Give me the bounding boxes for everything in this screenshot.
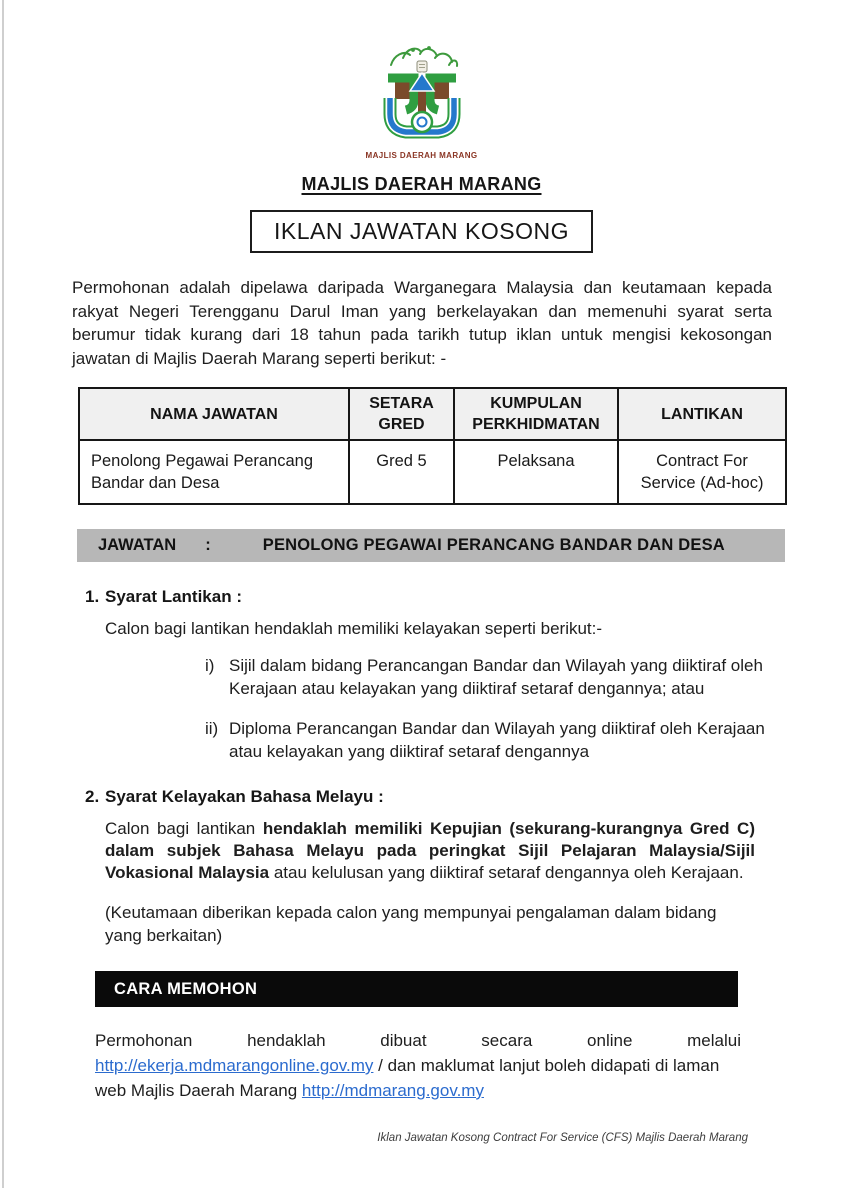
header-cell-setara-gred: SETARA GRED (349, 388, 454, 440)
header-cell-nama-jawatan: NAMA JAWATAN (79, 388, 349, 440)
apply-line2-text: / dan maklumat lanjut boleh didapati di laman (373, 1056, 720, 1075)
list-item-text: Diploma Perancangan Bandar dan Wilayah yang diiktiraf oleh Kerajaan atau kelayakan yang diiktiraf setaraf dengannya (229, 719, 765, 761)
cell-lantikan: Contract For Service (Ad-hoc) (618, 440, 786, 504)
section2-body-start: Calon bagi lantikan (105, 819, 263, 838)
section2-body-bold: hendaklah memiliki Kepujian (sekurang-kurangnya Gred C) dalam subjek Bahasa Melayu pada peringkat Sijil Pelajaran Malaysia/Sijil Vokasional Malaysia (105, 819, 755, 882)
section1-heading (85, 587, 771, 607)
section1-lead: Calon bagi lantikan hendaklah memiliki kelayakan seperti berikut:- (105, 619, 603, 638)
apply-line3 (95, 1078, 755, 1103)
org-logo (72, 44, 771, 161)
position-bar-colon: : (205, 536, 211, 554)
list-item-text: Sijil dalam bidang Perancangan Bandar dan Wilayah yang diiktiraf oleh Kerajaan atau kelayakan yang diiktiraf setaraf dengannya; atau (229, 656, 763, 698)
vacancy-table (78, 387, 787, 505)
list-item (205, 654, 789, 700)
mdmarang-link[interactable]: http://mdmarang.gov.my (301, 1081, 484, 1100)
section2-body-end: atau kelulusan yang diiktiraf setaraf dengannya oleh Kerajaan. (269, 863, 744, 882)
footer-note: Iklan Jawatan Kosong Contract For Service (CFS) Majlis Daerah Marang (377, 1132, 748, 1144)
table-row (79, 440, 786, 504)
doc-title-row (72, 210, 771, 253)
header-cell-kumpulan-perkhidmatan: KUMPULAN PERKHIDMATAN (454, 388, 618, 440)
cell-setara-gred: Gred 5 (349, 440, 454, 504)
ekerja-link[interactable]: http://ekerja.mdmarangonline.gov.my (95, 1056, 374, 1075)
section2-heading (85, 787, 771, 807)
org-title: MAJLIS DAERAH MARANG (301, 174, 542, 194)
section2-body (105, 818, 755, 884)
cell-kumpulan-perkhidmatan: Pelaksana (454, 440, 618, 504)
list-item-marker: i) (205, 656, 215, 675)
apply-line3-text: web Majlis Daerah Marang (95, 1081, 302, 1100)
scan-edge-artifact (2, 0, 4, 1188)
position-title-bar (77, 529, 785, 562)
logo-emblem-icon (388, 73, 456, 132)
section1-number: 1. (85, 587, 100, 606)
apply-line1: Permohonan hendaklah dibuat secara online melalui (95, 1031, 741, 1050)
list-item (205, 717, 789, 763)
org-logo-graphic (363, 44, 481, 150)
apply-line2 (95, 1053, 755, 1078)
section1-title: Syarat Lantikan : (105, 587, 242, 606)
intro-paragraph: Permohonan adalah dipelawa daripada Warganegara Malaysia dan keutamaan kepada rakyat Negeri Terengganu Darul Iman yang berkelayakan dan memenuhi syarat serta berumur tidak kurang dari 18 tahun pada tarikh tutup iklan untuk mengisi kekosongan jawatan di Majlis Daerah Marang seperti berikut: - (72, 278, 772, 368)
how-to-apply-paragraph (95, 1028, 755, 1103)
doc-title: IKLAN JAWATAN KOSONG (250, 210, 593, 253)
list-item-marker: ii) (205, 719, 219, 738)
section2-note: (Keutamaan diberikan kepada calon yang mempunyai pengalaman dalam bidang yang berkaitan) (105, 903, 717, 945)
section2-number: 2. (85, 787, 100, 806)
position-bar-label: JAWATAN (98, 536, 177, 554)
vacancy-table-header-row (79, 388, 786, 440)
header-cell-lantikan: LANTIKAN (618, 388, 786, 440)
how-to-apply-bar (95, 971, 738, 1007)
section2-title: Syarat Kelayakan Bahasa Melayu : (105, 787, 384, 806)
position-bar-value: PENOLONG PEGAWAI PERANCANG BANDAR DAN DESA (262, 536, 725, 554)
logo-crest-icon (417, 61, 427, 72)
requirement-list (205, 654, 789, 763)
logo-caption: MAJLIS DAERAH MARANG (365, 151, 478, 160)
cell-nama-jawatan: Penolong Pegawai Perancang Bandar dan Desa (79, 440, 349, 504)
how-to-apply-bar-title: CARA MEMOHON (114, 979, 258, 998)
